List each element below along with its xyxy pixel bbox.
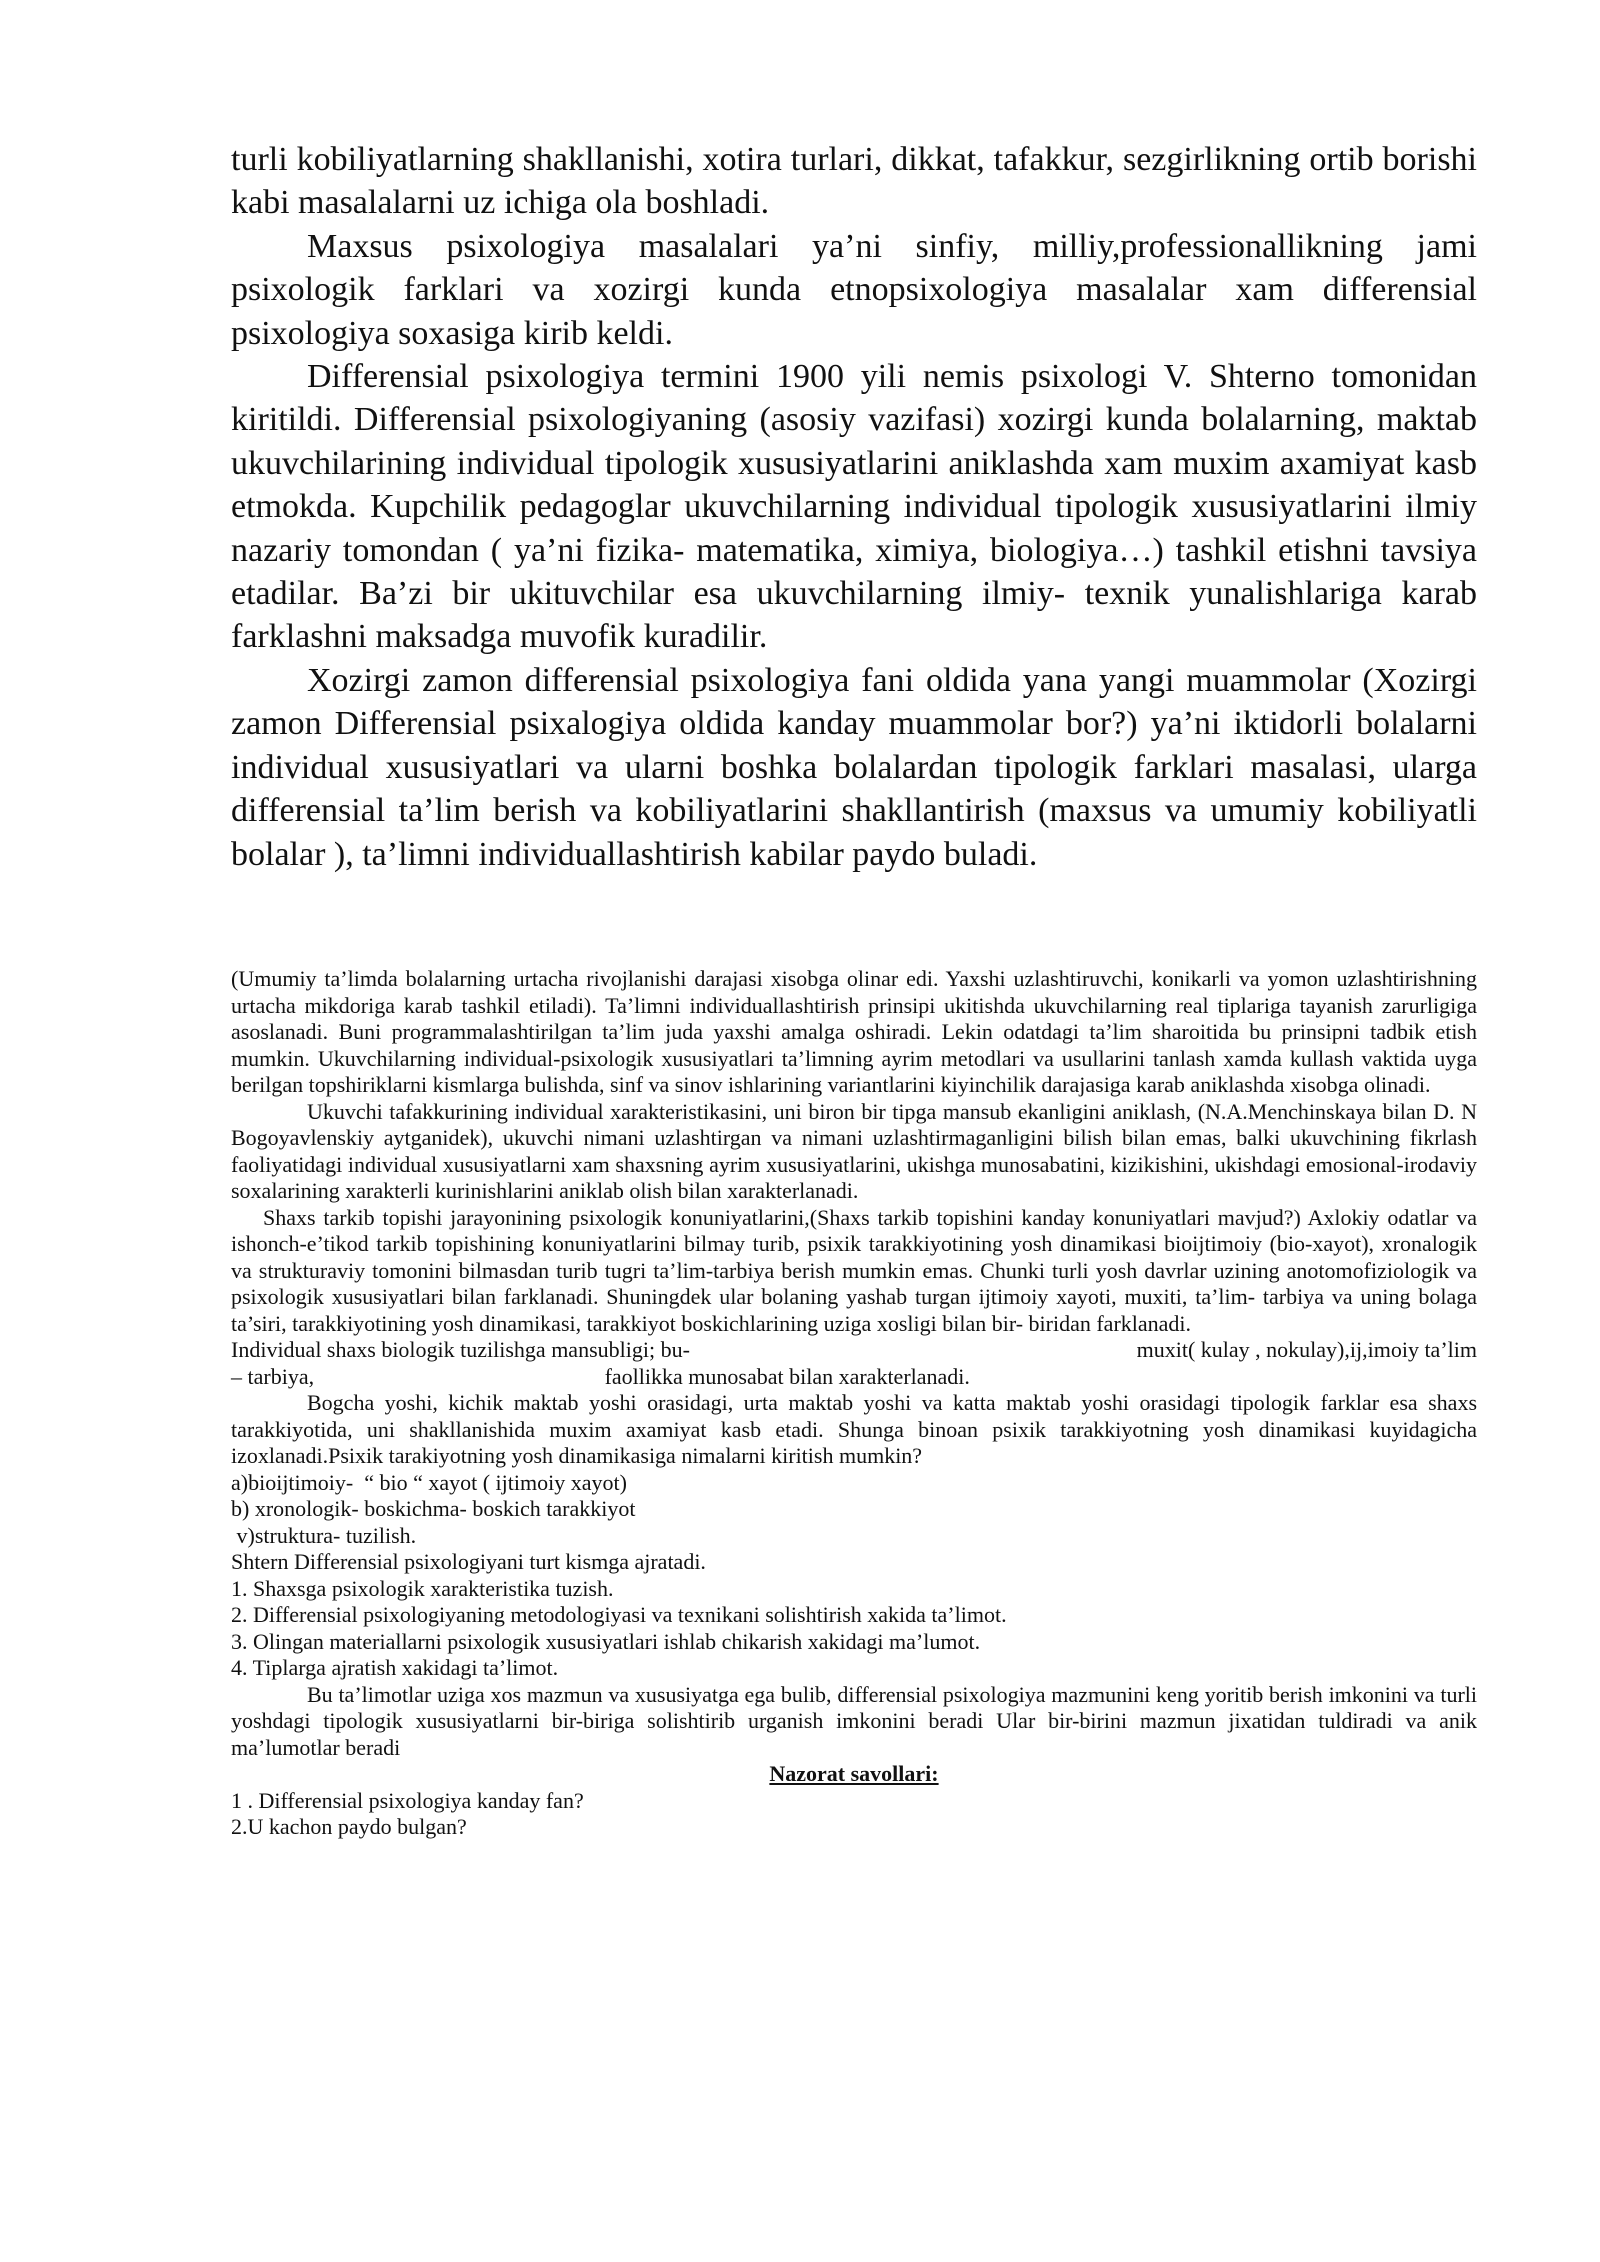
list-item: v)struktura- tuzilish.	[231, 1522, 417, 1548]
paragraph-typological-differences: Bogcha yoshi, kichik maktab yoshi orasidagi, urta maktab yoshi va katta maktab yoshi orasidagi tipologik farklar esa shaxs tarakkiyotida, uni shakllanishida muxim axamiyat kasb etadi. Shunga binoan psixik tarakkiyotning yosh dinamikasi kuyidagicha izoxlanadi.Psixik tarakiyotning yosh dinamikasiga nimalarni kiritish mumkin?	[231, 1390, 1477, 1468]
list-item: b) xronologik- boskichma- boskich tarakkiyot	[231, 1496, 636, 1521]
list-item: 1. Shaxsga psixologik xarakteristika tuzish.	[231, 1575, 614, 1601]
main-body-small	[231, 966, 1477, 1841]
main-body-large	[231, 138, 1477, 876]
list-item: a)bioijtimoiy- “ bio “ xayot ( ijtimoiy xayot)	[231, 1469, 627, 1495]
individual-structure-left: Individual shaxs biologik tuzilishga mansubligi; bu-	[231, 1337, 690, 1362]
individual-structure-line2a: – tarbiya,	[231, 1363, 315, 1389]
paragraph-term-origin: Differensial psixologiya termini 1900 yili nemis psixologi V. Shterno tomonidan kiritildi. Differensial psixologiyaning (asosiy vazifasi) xozirgi kunda bolalarning, maktab ukuvchilarining individual tipologik xususiyatlarini aniklashda xam muxim axamiyat kasb etmokda. Kupchilik pedagoglar ukuvchilarning individual tipologik xususiyatlarini ilmiy nazariy tomondan ( ya’ni fizika- matematika, ximiya, biologiya…) tashkil etishni tavsiya etadilar. Ba’zi bir ukituvchilar esa ukuvchilarning ilmiy- texnik yunalishlariga karab farklashni maksadga muvofik kuradilir.	[231, 358, 1477, 656]
paragraph-individual-structure-line2	[231, 1364, 1477, 1391]
question-item: 2.U kachon paydo bulgan?	[231, 1814, 467, 1839]
paragraph-general-education: (Umumiy ta’limda bolalarning urtacha rivojlanishi darajasi xisobga olinar edi. Yaxshi uzlashtiruvchi, konikarli va yomon uzlashtirishning urtacha mikdoriga karab tashkil etiladi). Ta’limni individuallashtirish prinsipi ukitishda ukuvchilarning real tiplariga tayanish zarurligiga asoslanadi. Buni programmalashtirilgan ta’lim juda yaxshi amalga oshiradi. Lekin odatdagi ta’lim sharoitida bu prinsipni tadbik etish mumkin. Ukuvchilarning individual-psixologik xususiyatlari ta’limning ayrim metodlari va usullarini tanlash xamda kullash vaktida uyga berilgan topshiriklarni kismlarga bulishda, sinf va sinov ishlarining variantlarini kiyinchilik darajasiga karab aniklashda xisobga olinadi.	[231, 966, 1477, 1097]
paragraph-abilities: turli kobiliyatlarning shakllanishi, xotira turlari, dikkat, tafakkur, sezgirlikning ortib borishi kabi masalalarni uz ichiga ola boshladi.	[231, 141, 1477, 222]
list-item: 2. Differensial psixologiyaning metodologiyasi va texnikani solishtirish xakida ta’limot.	[231, 1602, 1007, 1627]
paragraph-closing: Bu ta’limotlar uziga xos mazmun va xususiyatga ega bulib, differensial psixologiya mazmunini keng yoritib berish imkonini va turli yoshdagi tipologik xususiyatlarni bir-biriga solishtirib urganish imkonini beradi Ular bir-birini mazmun jixatidan tuldiradi va anik ma’lumotlar beradi	[231, 1681, 1477, 1760]
question-item: 1 . Differensial psixologiya kanday fan?	[231, 1787, 584, 1813]
paragraph-personality-formation: Shaxs tarkib topishi jarayonining psixologik konuniyatlarini,(Shaxs tarkib topishini kanday konuniyatlari mavjud?) Axlokiy odatlar va ishonch-e’tikod tarkib topishining konuniyatlarini bilmay turib, psixik tarakkiyotining yosh dinamikasi bioijtimoiy (bio-xayot), xronalogik va strukturaviy tomonini bilmasdan turib tugri ta’lim-tarbiya berish mumkin emas. Chunki turli yosh davrlar uzining anotomofiziologik va psixologik xususiyatlari bilan farklanadi. Shuningdek ular bolaning yashab turgan ijtimoiy xayoti, muxiti, ta’lim- tarbiya va uning bolaga ta’siri, tarakkiyotining yosh dinamikasi, tarakkiyot boskichlarining uziga xosligi bilan bir- biridan farklanadi.	[231, 1204, 1477, 1336]
questions-heading: Nazorat savollari:	[769, 1761, 939, 1786]
paragraph-thinking-characteristics: Ukuvchi tafakkurining individual xarakteristikasini, uni biron bir tipga mansub ekanligini aniklash, (N.A.Menchinskaya bilan D. N Bogoyavlenskiy aytganidek), ukuvchi nimani uzlashtirgan va nimani uzlashtirmaganligini bilish bilan emas, balki ukuvchining fikrlash faoliyatidagi individual xususiyatlarni xam shaxsning ayrim xususiyatlarini, ukishga munosabatini, kizikishini, ukishdagi emosional-irodaviy soxalarining xarakterli kurinishlarini aniklab olish bilan xarakterlanadi.	[231, 1098, 1477, 1203]
paragraph-special-psychology: Maxsus psixologiya masalalari ya’ni sinfiy, milliy,professionallikning jami psixologik farklari va xozirgi kunda etnopsixologiya masalalar xam differensial psixologiya soxasiga kirib keldi.	[231, 227, 1477, 352]
individual-structure-line2b: faollikka munosabat bilan xarakterlanadi.	[604, 1363, 970, 1389]
individual-structure-right: muxit( kulay , nokulay),ij,imoiy ta’lim	[1136, 1337, 1477, 1362]
list-item: 4. Tiplarga ajratish xakidagi ta’limot.	[231, 1655, 559, 1680]
paragraph-modern-problems: Xozirgi zamon differensial psixologiya fani oldida yana yangi muammolar (Xozirgi zamon Differensial psixalogiya oldida kanday muammolar bor?) ya’ni iktidorli bolalarni individual xususiyatlari va ularni boshka bolalardan tipologik farklari masalasi, ularga differensial ta’lim berish va kobiliyatlarini shakllantirish (maxsus va umumiy kobiliyatli bolalar ), ta’limni individuallashtirish kabilar paydo buladi.	[231, 661, 1477, 873]
list-item: 3. Olingan materiallarni psixologik xususiyatlari ishlab chikarish xakidagi ma’lumot.	[231, 1628, 981, 1654]
paragraph-individual-structure-line1	[231, 1337, 1477, 1364]
list-item: Shtern Differensial psixologiyani turt kismga ajratadi.	[231, 1549, 706, 1574]
